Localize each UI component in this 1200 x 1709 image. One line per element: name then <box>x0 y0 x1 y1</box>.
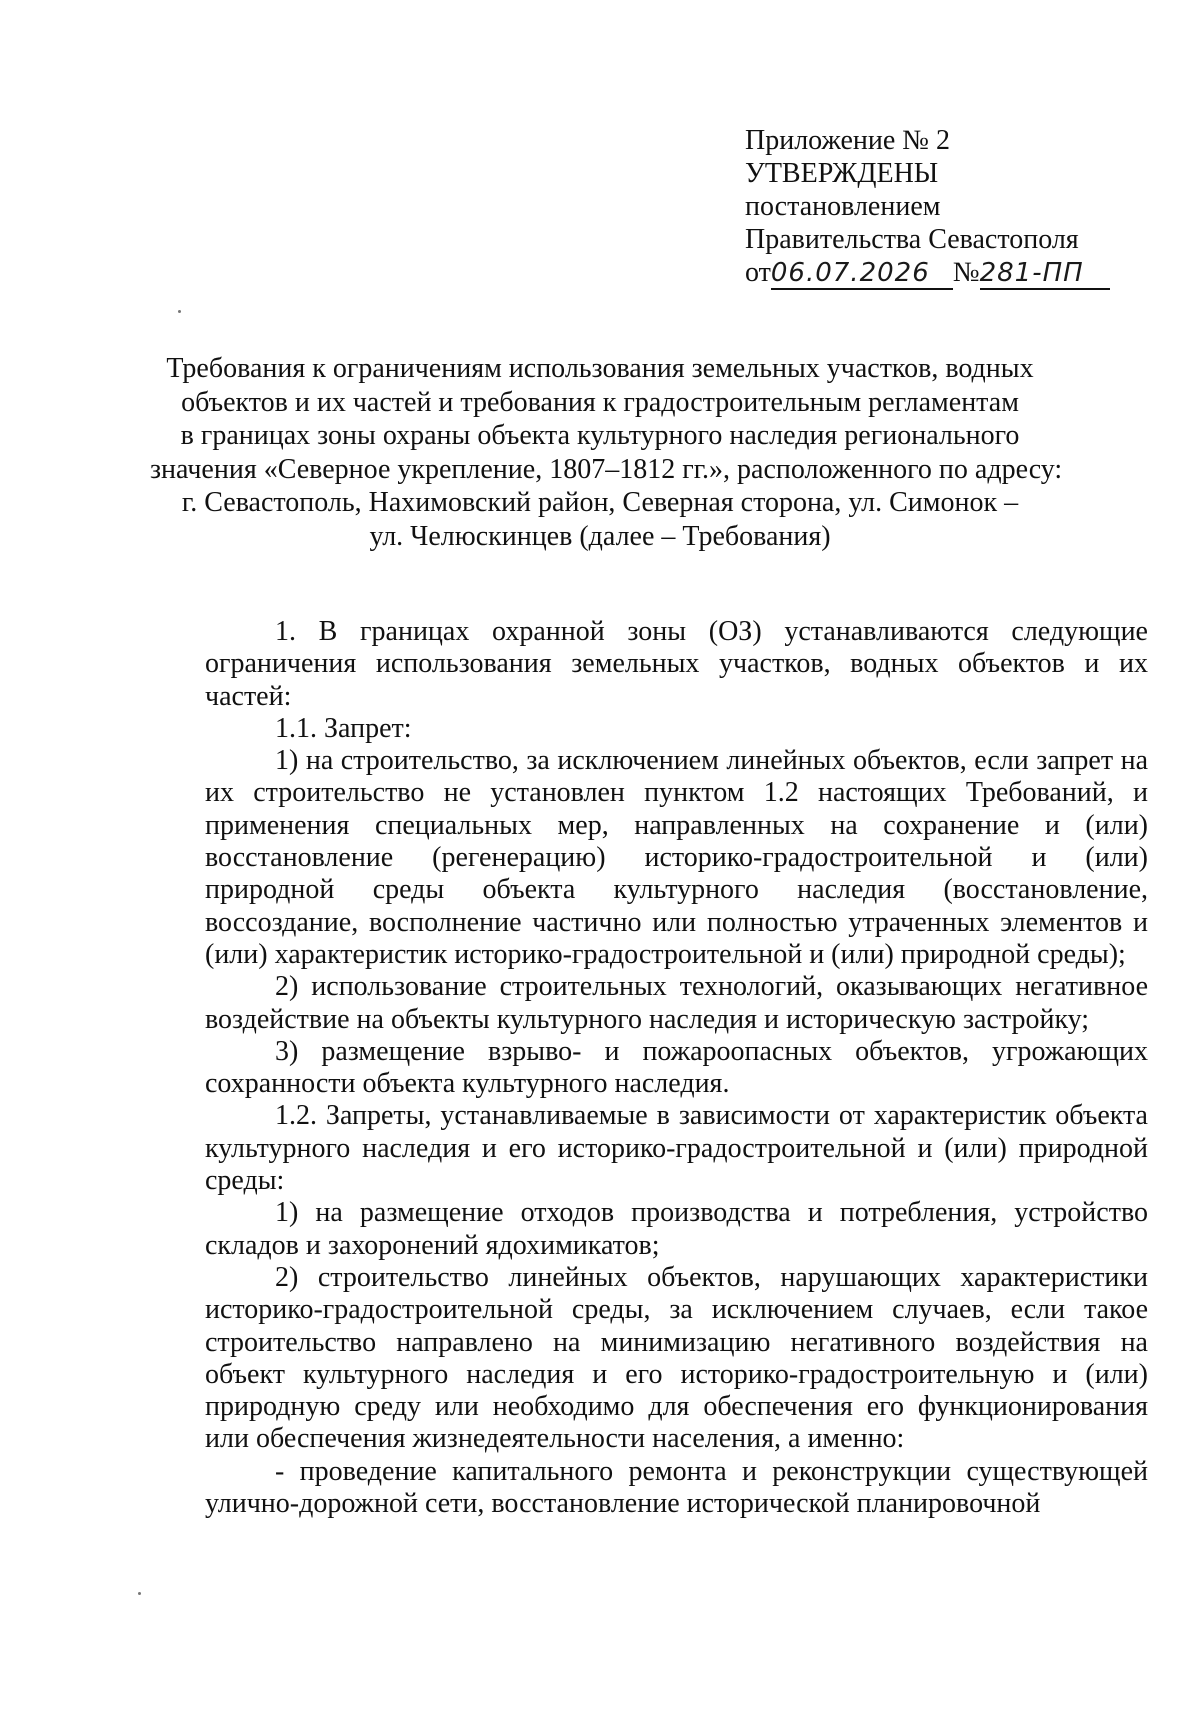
section-1-1-item-2: 2) использование строительных технологий, оказывающих негативное воздействие на объекты культурного наследия и историческую застройку; <box>205 971 1148 1035</box>
approval-number: 281-ПП <box>980 258 1110 290</box>
approved-label: УТВЕРЖДЕНЫ <box>745 158 939 189</box>
title-line: ул. Челюскинцев (далее – Требования) <box>369 520 831 552</box>
approval-date: 06.07.2026 <box>771 258 941 290</box>
from-label: от <box>745 257 771 288</box>
title-line: в границах зоны охраны объекта культурного наследия регионального <box>180 420 1020 451</box>
approval-block <box>745 124 1145 292</box>
scan-speck <box>178 310 181 313</box>
section-1-2-heading: 1.2. Запреты, устанавливаемые в зависимости от характеристик объекта культурного наследия и его историко-градостроительной и (или) природной среды: <box>205 1100 1148 1197</box>
section-1-2-item-2-bullet: - проведение капитального ремонта и реконструкции существующей улично-дорожной сети, восстановление исторической планировочной <box>205 1455 1148 1520</box>
section-1: 1. В границах охранной зоны (ОЗ) устанавливаются следующие ограничения использования земельных участков, водных объектов и их частей: <box>205 616 1148 712</box>
scan-speck <box>138 1592 141 1595</box>
section-1-2-item-1: 1) на размещение отходов производства и потребления, устройство складов и захоронений ядохимикатов; <box>205 1197 1148 1261</box>
document-body <box>205 616 1148 1520</box>
appendix-number: Приложение № 2 <box>745 125 950 156</box>
title-line: значения «Северное укрепление, 1807–1812 гг.», расположенного по адресу: <box>150 453 1063 485</box>
number-label: № <box>952 257 980 288</box>
approving-authority: Правительства Севастополя <box>745 224 1079 255</box>
approval-date-number-line <box>745 256 1145 292</box>
title-line: объектов и их частей и требования к градостроительным регламентам <box>181 386 1019 418</box>
section-1-1-item-1: 1) на строительство, за исключением линейных объектов, если запрет на их строительство не установлен пунктом 1.2 настоящих Требований, и применения специальных мер, направленных на сохранение и (или) восстановление (регенерацию) историко-градостроительной и (или) природной среды объекта культурного наследия (восстановление, воссоздание, восполнение частично или полностью утраченных элементов и (или) характеристик историко-градостроительной и (или) природной среды); <box>205 745 1148 970</box>
section-1-2-item-2: 2) строительство линейных объектов, нарушающих характеристики историко-градостроительной среды, за исключением случаев, если такое строительство направлено на минимизацию негативного воздействия на объект культурного наследия и его историко-градостроительную и (или) природную среду или необходимо для обеспечения его функционирования или обеспечения жизнедеятельности населения, а именно: <box>205 1261 1148 1455</box>
title-line: г. Севастополь, Нахимовский район, Северная сторона, ул. Симонок – <box>181 487 1019 518</box>
document-title <box>150 352 1063 553</box>
section-1-1-item-3: 3) размещение взрыво- и пожароопасных объектов, угрожающих сохранности объекта культурного наследия. <box>205 1035 1148 1100</box>
title-line: Требования к ограничениям использования земельных участков, водных <box>166 353 1034 384</box>
approved-by-label: постановлением <box>745 191 941 222</box>
section-1-1-heading: 1.1. Запрет: <box>275 712 412 744</box>
